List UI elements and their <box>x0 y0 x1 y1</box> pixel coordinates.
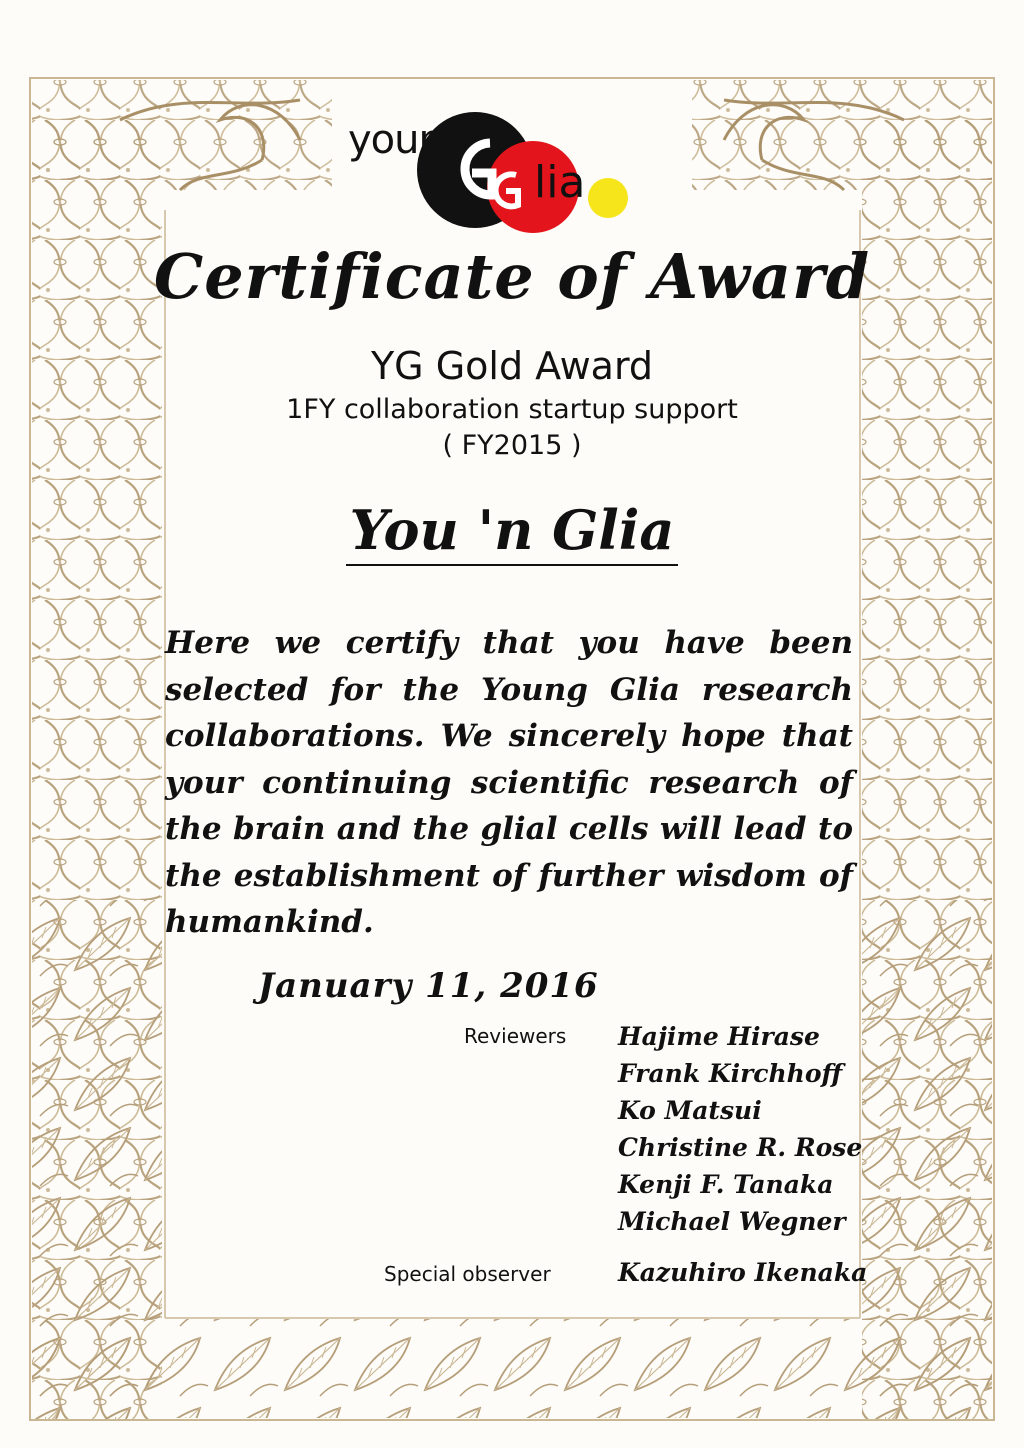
reviewer-name: Michael Wegner <box>618 1207 846 1236</box>
award-date: January 11, 2016 <box>258 966 599 1006</box>
certificate-body: Here we certify that you have been selected for the Young Glia research collaborations. We sincerely hope that your continuing scientific research of the brain and the glial cells will lead to the establishment of further wisdom of humankind. <box>165 625 853 940</box>
special-observer-name: Kazuhiro Ikenaka <box>618 1258 868 1287</box>
reviewer-name: Ko Matsui <box>618 1096 762 1125</box>
reviewer-name: Christine R. Rose <box>618 1133 863 1162</box>
award-subtitle: 1FY collaboration startup support <box>286 394 738 425</box>
young-glia-logo <box>340 95 640 235</box>
reviewer-name: Hajime Hirase <box>618 1022 820 1051</box>
logo-circles <box>340 95 640 235</box>
certificate-title: Certificate of Award <box>153 240 871 313</box>
award-name: YG Gold Award <box>370 344 654 388</box>
award-year: ( FY2015 ) <box>442 430 582 461</box>
reviewer-name: Kenji F. Tanaka <box>618 1170 834 1199</box>
recipient <box>0 498 1024 562</box>
reviewer-name: Frank Kirchhoff <box>618 1059 843 1088</box>
special-observer-label: Special observer <box>384 1262 551 1286</box>
logo-text-glia: lia <box>534 157 586 208</box>
logo-text-young: youn <box>348 117 443 163</box>
reviewer-list <box>618 1018 862 1240</box>
recipient-name: You 'n Glia <box>346 498 679 566</box>
reviewers-label: Reviewers <box>464 1024 567 1048</box>
